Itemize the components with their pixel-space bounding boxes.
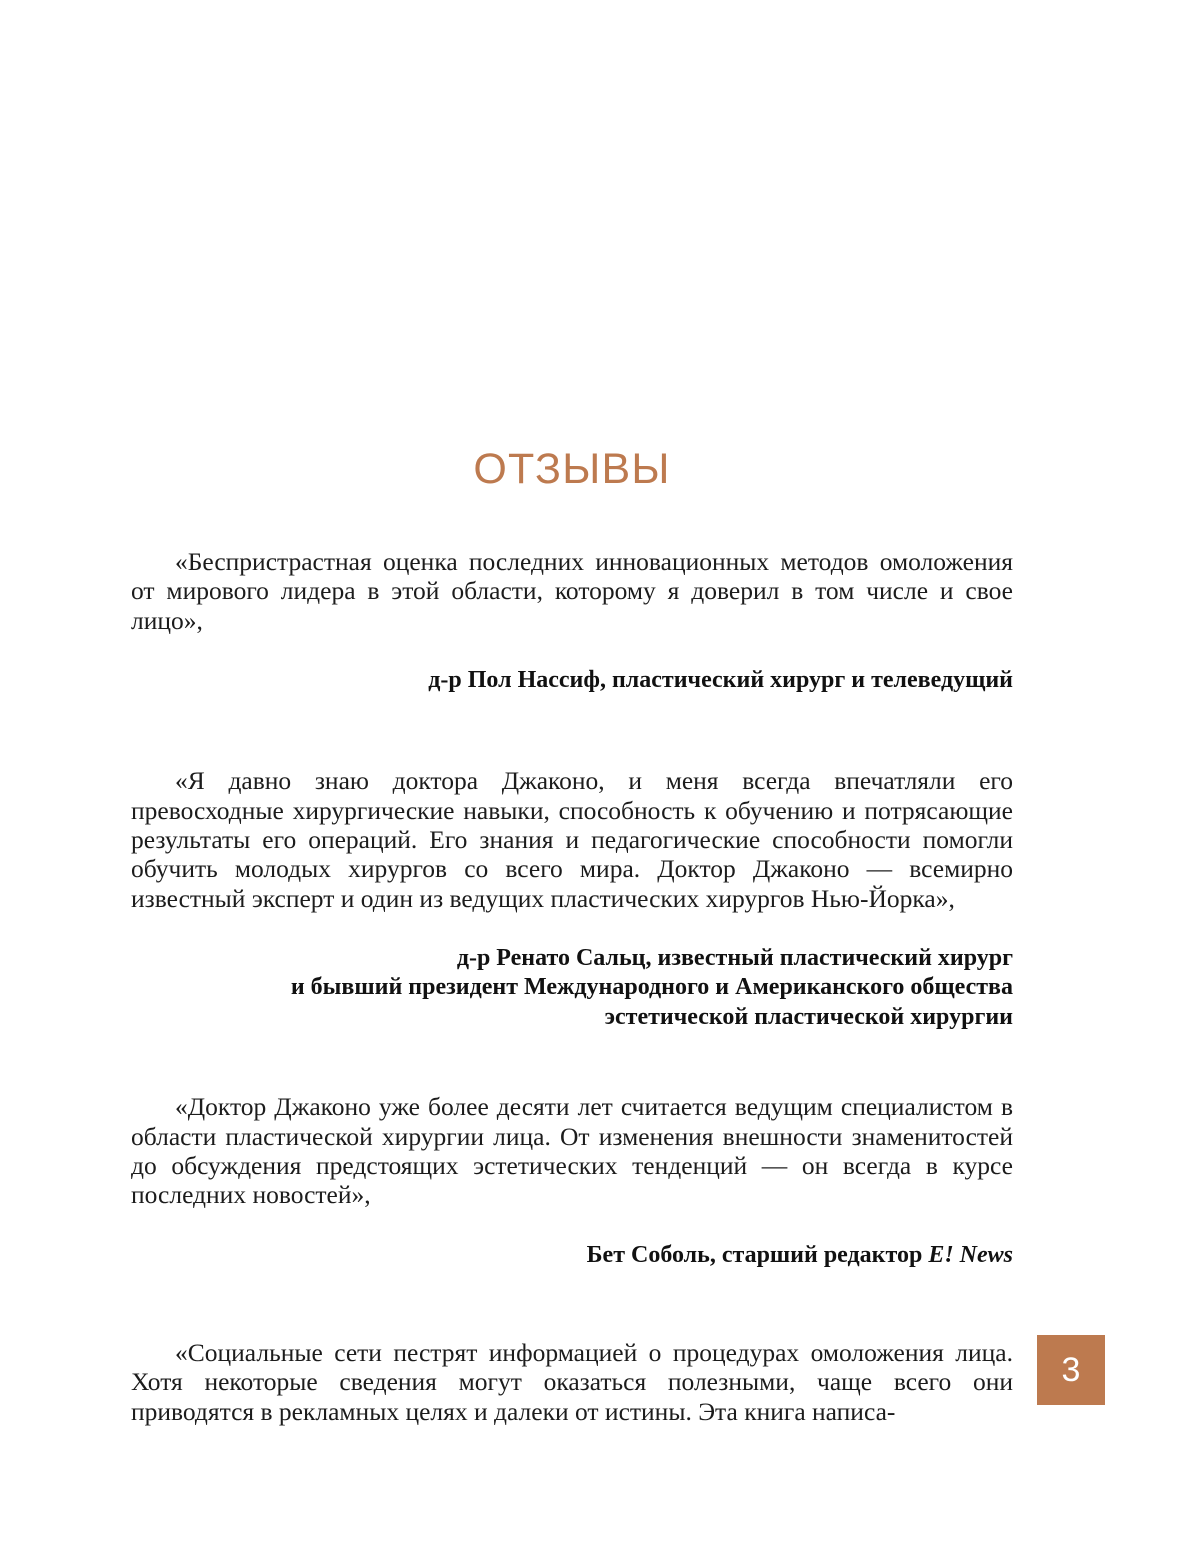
testimonial-attribution: д-р Пол Нассиф, пластический хирург и телеведущий	[428, 666, 1013, 693]
spacer	[131, 635, 1013, 666]
spacer	[131, 1032, 1013, 1092]
page-number-badge: 3	[1037, 1335, 1105, 1405]
testimonial-attribution-line-3: эстетической пластической хирургии	[604, 1003, 1013, 1030]
testimonial-quote: «Доктор Джаконо уже более десяти лет считается ведущим специалистом в области пластической хирургии лица. От изменения внешности знаменитостей до обсуждения предстоящих эстетических тенденций — он всегда в курсе последних новостей»,	[131, 1092, 1013, 1210]
spacer	[131, 913, 1013, 944]
spacer	[131, 695, 1013, 766]
testimonial-block	[131, 1092, 1013, 1270]
testimonial-attribution-line-2: и бывший президент Международного и Американского общества	[290, 974, 1013, 1001]
testimonial-quote: «Я давно знаю доктора Джаконо, и меня всегда впечатляли его превосходные хирургические навыки, способность к обучению и потрясающие результаты его операций. Его знания и педагогические способности помогли обучить молодых хирургов со всего мира. Доктор Джаконо — всемирно известный эксперт и один из ведущих пластических хирургов Нью-Йорка»,	[131, 766, 1013, 913]
publication-name: E! News	[928, 1241, 1013, 1268]
page-content	[131, 445, 1013, 1426]
testimonial-block	[131, 1338, 1013, 1426]
attribution-text: Бет Соболь, старший редактор	[586, 1241, 929, 1268]
testimonial-block	[131, 547, 1013, 695]
page-title: ОТЗЫВЫ	[473, 445, 671, 493]
testimonial-block	[131, 766, 1013, 1032]
testimonial-attribution-line-1: д-р Ренато Сальц, известный пластический хирург	[456, 944, 1013, 971]
testimonial-attribution	[131, 1241, 1013, 1271]
spacer	[131, 1210, 1013, 1241]
testimonial-quote: «Беспристрастная оценка последних инновационных методов омоложения от мирового лидера в этой области, которому я доверил в том числе и свое лицо»,	[131, 547, 1013, 635]
spacer	[131, 1270, 1013, 1338]
testimonial-quote: «Социальные сети пестрят информацией о процедурах омоложения лица. Хотя некоторые сведения могут оказаться полезными, чаще всего они приводятся в рекламных целях и далеки от истины. Эта книга написа-	[131, 1338, 1013, 1426]
